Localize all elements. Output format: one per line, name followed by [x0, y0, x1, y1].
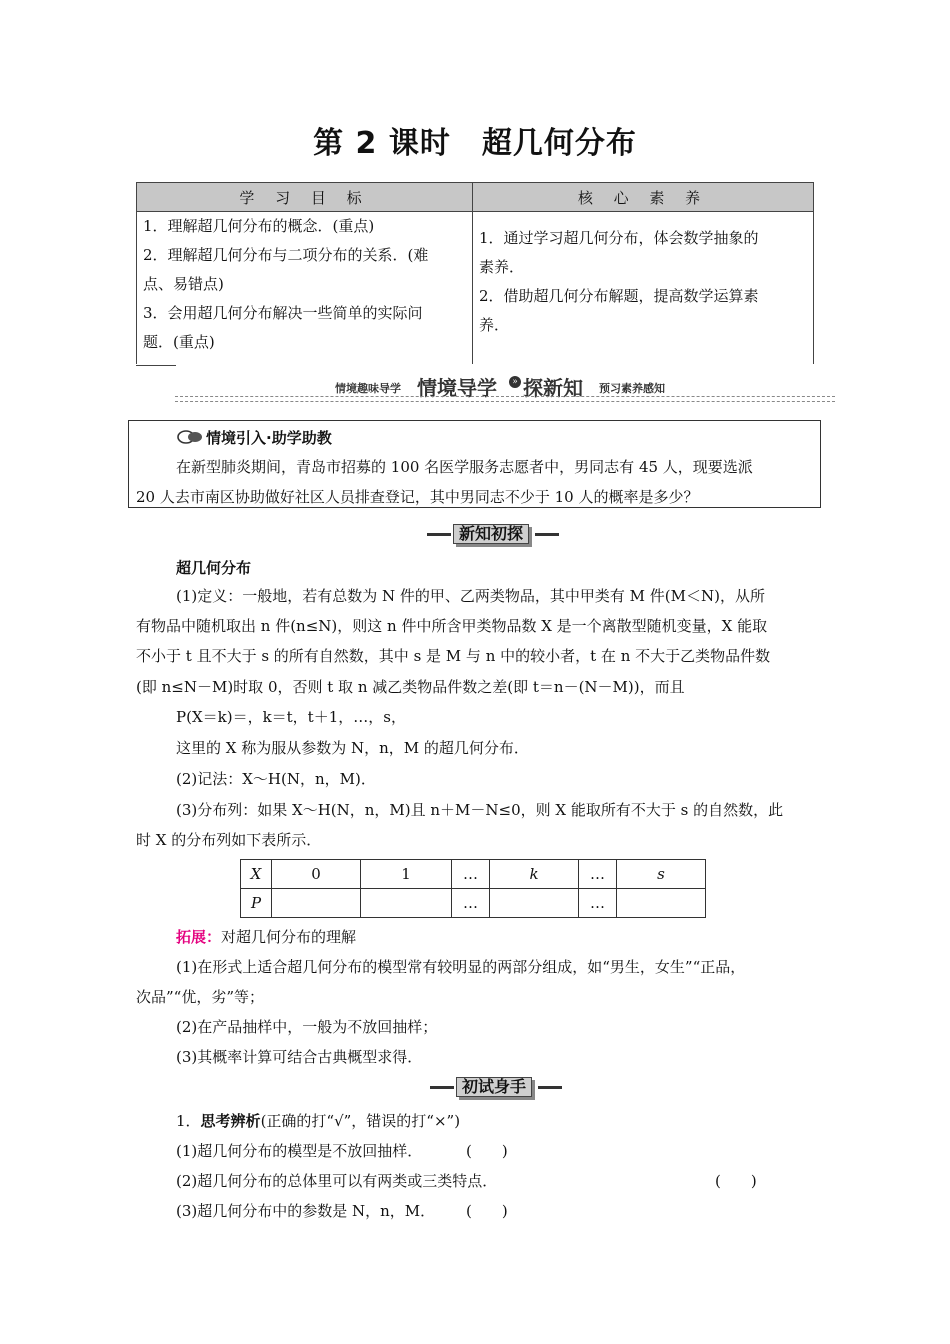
literacy-line: 1．通过学习超几何分布，体会数学抽象的: [479, 229, 759, 247]
goal-line: 点、易错点): [143, 275, 224, 293]
table-cell: [361, 889, 452, 918]
table-cell: [490, 889, 579, 918]
banner-left-text: 情境趣味导学: [335, 382, 401, 395]
quiz-heading-bold: 思考辨析: [200, 1112, 261, 1130]
quiz-number: 1．: [176, 1112, 201, 1130]
literacy-line: 2．借助超几何分布解题，提高数学运算素: [479, 287, 759, 305]
goal-line: 1．理解超几何分布的概念．(重点): [143, 217, 375, 235]
content-heading: 超几何分布: [176, 559, 252, 577]
literacy-cell: [473, 212, 814, 365]
banner-right-text: 预习素养感知: [599, 382, 665, 395]
goal-line: 题．(重点): [143, 333, 215, 351]
banner-divider: [175, 396, 835, 402]
table-cell: [272, 889, 361, 918]
quiz-item: (1)超几何分布的模型是不放回抽样．: [176, 1142, 423, 1160]
table-row: [241, 860, 706, 889]
intro-line: 在新型肺炎期间，青岛市招募的 100 名医学服务志愿者中，男同志有 45 人，现要选派: [176, 458, 753, 476]
table-end-rule: [136, 365, 176, 366]
table-cell: [617, 889, 706, 918]
table-cell: 1: [361, 860, 452, 889]
section-label-try: [430, 1077, 560, 1097]
section-label-new: [427, 524, 557, 544]
distribution-line: (3)分布列：如果 X～H(N，n，M)且 n＋M－N≤0，则 X 能取所有不大于 s 的自然数，此: [176, 801, 784, 819]
definition-line: 有物品中随机取出 n 件(n≤N)，则这 n 件中所含甲类物品数 X 是一个离散型随机变量，X 能取: [136, 617, 768, 635]
page-title: 第 2 课时 超几何分布: [313, 126, 637, 161]
distribution-line: 时 X 的分布列如下表所示．: [136, 831, 322, 849]
table-cell: …: [579, 860, 617, 889]
literacy-line: 养．: [479, 316, 510, 334]
extend-title: 对超几何分布的理解: [221, 928, 357, 946]
table-cell: …: [452, 860, 490, 889]
table-row: [241, 889, 706, 918]
definition-line: 不小于 t 且不大于 s 的所有自然数，其中 s 是 M 与 n 中的较小者，t 在 n 不大于乙类物品件数: [136, 647, 771, 665]
notation-line: (2)记法：X～H(N，n，M)．: [176, 770, 376, 788]
table-cell: 0: [272, 860, 361, 889]
literacy-line: 素养．: [479, 258, 525, 276]
extend-item: (2)在产品抽样中，一般为不放回抽样；: [176, 1018, 438, 1036]
section-label-text: 新知初探: [453, 524, 529, 544]
goals-cell: [137, 212, 473, 365]
quiz-item: (3)超几何分布中的参数是 N，n，M．: [176, 1202, 436, 1220]
goal-line: 3．会用超几何分布解决一些简单的实际问: [143, 304, 423, 322]
distribution-table: [240, 859, 706, 918]
section-label-text: 初试身手: [456, 1077, 532, 1097]
learning-goals-table: [136, 182, 814, 364]
extend-item: 次品”“优，劣”等；: [136, 988, 265, 1006]
table-cell: P: [241, 889, 272, 918]
intro-line: 20 人去市南区协助做好社区人员排查登记，其中男同志不少于 10 人的概率是多少？: [136, 488, 699, 506]
extend-item: (3)其概率计算可结合古典概型求得．: [176, 1048, 423, 1066]
answer-paren[interactable]: ( ): [466, 1202, 508, 1220]
extend-label: 拓展：: [176, 928, 222, 946]
table-cell: k: [490, 860, 579, 889]
definition-line: (即 n≤N－M)时取 0，否则 t 取 n 减乙类物品件数之差(即 t＝n－(N－M))，而且: [136, 678, 685, 696]
definition-line: (1)定义：一般地，若有总数为 N 件的甲、乙两类物品，其中甲类有 M 件(M＜N)，从所: [176, 587, 765, 605]
quiz-item: (2)超几何分布的总体里可以有两类或三类特点．: [176, 1172, 498, 1190]
banner-main-text-2: 探新知: [523, 376, 583, 400]
table-cell: …: [452, 889, 490, 918]
quiz-heading: [176, 1110, 460, 1131]
answer-paren[interactable]: ( ): [466, 1142, 508, 1160]
intro-icon: [177, 429, 203, 445]
probability-formula: P(X＝k)＝，k＝t，t＋1，…，s，: [176, 708, 406, 726]
arrow-circle-icon: »: [509, 376, 521, 388]
quiz-heading-rest: (正确的打“√”，错误的打“×”): [260, 1112, 461, 1130]
goals-header: 学 习 目 标: [137, 183, 473, 212]
table-cell: X: [241, 860, 272, 889]
table-cell: …: [579, 889, 617, 918]
table-cell: s: [617, 860, 706, 889]
literacy-header: 核 心 素 养: [473, 183, 814, 212]
extend-item: (1)在形式上适合超几何分布的模型常有较明显的两部分组成，如“男生，女生”“正品，: [176, 958, 746, 976]
goal-line: 2．理解超几何分布与二项分布的关系．(难: [143, 246, 429, 264]
intro-heading: 情境引入·助学助教: [206, 429, 332, 447]
extend-line: [176, 926, 356, 947]
banner-main-text: 情境导学: [417, 376, 497, 400]
parameter-line: 这里的 X 称为服从参数为 N，n，M 的超几何分布．: [176, 739, 529, 757]
answer-paren[interactable]: ( ): [715, 1172, 757, 1190]
